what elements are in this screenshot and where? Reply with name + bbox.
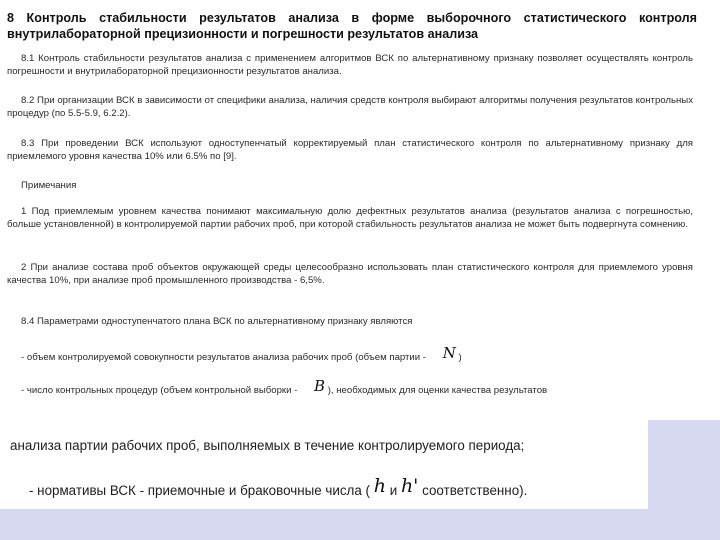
section-heading: 8 Контроль стабильности результатов анализа в форме выборочного статистического контроля внутрилабораторной прецизионности и погрешности результатов анализа [7, 11, 697, 41]
continuation-line: анализа партии рабочих проб, выполняемых в течение контролируемого периода; [10, 438, 525, 453]
paragraph-8-3: 8.3 При проведении ВСК используют одноступенчатый корректируемый план статистического контроля по альтернативному признаку для приемлемого уровня качества 10% или 6.5% по [9]. [7, 138, 693, 162]
list-item-batch-size [7, 344, 693, 365]
notes-title: Примечания [21, 180, 77, 191]
formula-symbol-b: B [314, 377, 326, 395]
norms-and: и [389, 483, 398, 498]
list-item-tail: ), необходимых для оценки качества результатов [327, 385, 548, 396]
list-item-sample-size [7, 377, 693, 398]
paragraph-8-4: 8.4 Параметрами одноступенчатого плана ВСК по альтернативному признаку являются [21, 316, 413, 327]
list-item-text: - число контрольных процедур (объем контрольной выборки - [21, 385, 298, 396]
paragraph-8-2: 8.2 При организации ВСК в зависимости от специфики анализа, наличия средств контроля выбирают алгоритмы получения результатов контрольных процедур (по 5.5-5.9, 6.2.2). [7, 95, 693, 119]
norms-text: - нормативы ВСК - приемочные и браковочные числа ( [29, 483, 370, 498]
norms-line [29, 475, 663, 499]
norms-tail: соответственно). [422, 483, 528, 498]
paragraph-8-1: 8.1 Контроль стабильности результатов анализа с применением алгоритмов ВСК по альтернативному признаку позволяет осуществлять контроль погрешности и внутрилабораторной прецизионности результатов анализа. [7, 53, 693, 77]
note-1: 1 Под приемлемым уровнем качества понимают максимальную долю дефектных результатов анализа (результатов анализа с погрешностью, больше установленной) в контролируемой партии рабочих проб, при которой стабильность результатов анализа не может быть подвергнута сомнению. [7, 206, 693, 230]
formula-symbol-h-prime: h' [400, 475, 419, 497]
list-item-close: ) [458, 352, 462, 363]
note-2: 2 При анализе состава проб объектов окружающей среды целесообразно использовать план статистического контроля для приемлемого уровня качества 10%, при анализе проб промышленного производства - 6,5%. [7, 262, 693, 286]
formula-symbol-h: h [373, 475, 386, 497]
decorative-bottom-strip [0, 509, 720, 540]
list-item-text: - объем контролируемой совокупности результатов анализа рабочих проб (объем партии - [21, 352, 427, 363]
formula-symbol-n: N [442, 344, 456, 362]
